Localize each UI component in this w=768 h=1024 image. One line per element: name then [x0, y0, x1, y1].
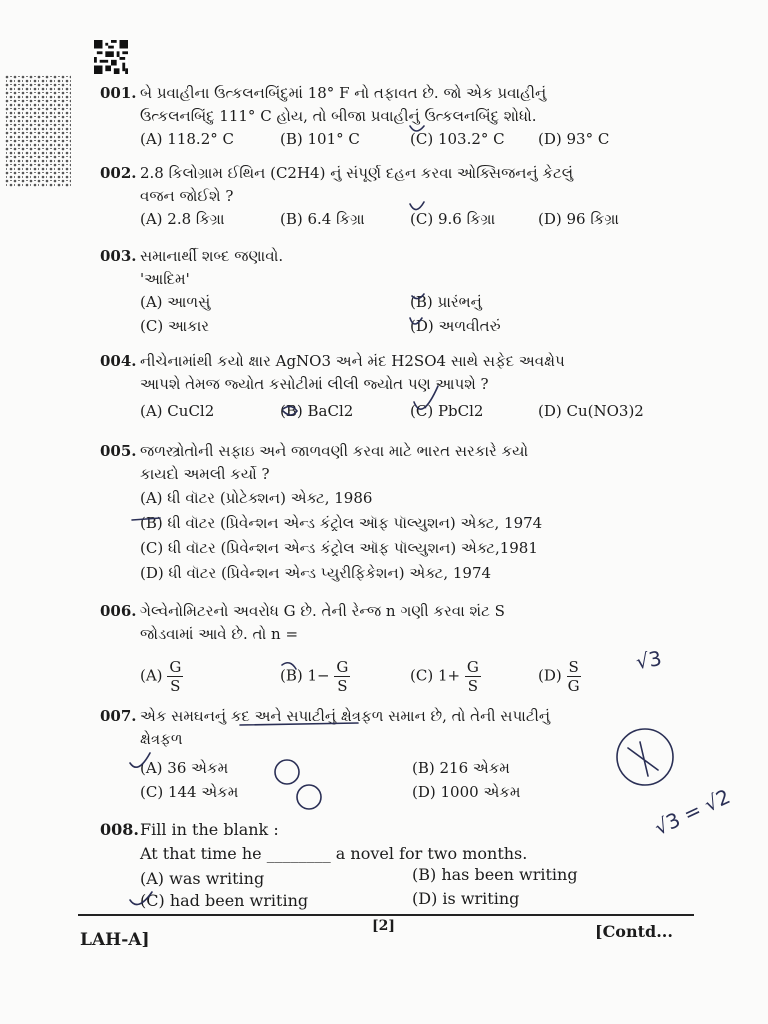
option-c[interactable]: (C) ધી વૉટર (પ્રિવેન્શન એન્ડ કંટ્રોલ ઑફ પૉલ્યુશન) એક્ટ,1981 [140, 539, 538, 557]
option-b[interactable]: (B) has been writing [412, 865, 578, 884]
option-a[interactable]: (A) 36 એકમ [140, 759, 229, 777]
option-c[interactable]: (C) had been writing [140, 891, 309, 910]
option-d[interactable]: (D) 1000 એકમ [412, 783, 521, 801]
question-text: સમાનાર્થી શબ્દ જણાવો. [140, 247, 284, 265]
option-a[interactable]: (A) was writing [140, 869, 265, 888]
qr-code [93, 40, 129, 74]
question-004 [100, 350, 660, 424]
numerator: G [169, 658, 182, 676]
option-d[interactable]: (D) 93° C [538, 130, 610, 148]
option-a[interactable]: (A) આળસું [140, 293, 211, 311]
question-text: જોડવામાં આવે છે. તો n = [140, 625, 299, 643]
question-word: 'આદિમ' [140, 270, 190, 288]
question-text: આપશે તેમજ જ્યોત કસોટીમાં લીલી જ્યોત પણ આપશે ? [140, 375, 489, 393]
option-b[interactable]: (B) 216 એકમ [412, 759, 510, 777]
option-label: (B) 1− [280, 666, 330, 685]
numerator: G [336, 658, 349, 676]
option-a[interactable]: (A) 118.2° C [140, 130, 234, 148]
question-number: 008. [100, 820, 139, 839]
question-number: 001. [100, 84, 137, 102]
question-text: નીચેનામાંથી કયો ક્ષાર AgNO3 અને મંદ H2SO4 સાથે સફેદ અવક્ષેપ [140, 352, 565, 370]
page-number: [2] [372, 918, 395, 934]
handwritten-note: √3 [634, 645, 664, 675]
option-c[interactable]: (C) આકાર [140, 317, 210, 335]
question-text: ક્ષેત્રફળ [140, 730, 183, 748]
question-005 [100, 440, 680, 586]
question-text: Fill in the blank : [140, 820, 279, 839]
numerator: S [568, 658, 579, 676]
option-c[interactable]: (C) PbCl2 [410, 402, 484, 420]
option-label: (D) [538, 666, 562, 685]
question-text: 2.8 કિલોગ્રામ ઈથિન (C2H4) નું સંપૂર્ણ દહન કરવા ઓક્સિજનનું કેટલું [140, 164, 574, 182]
option-a[interactable]: (A) 2.8 કિગ્રા [140, 210, 225, 228]
option-d[interactable]: (D) 96 કિગ્રા [538, 210, 619, 228]
question-number: 007. [100, 707, 137, 725]
option-d[interactable]: (D) અળવીતરું [410, 317, 501, 335]
option-b[interactable] [280, 658, 350, 695]
option-label: (C) 1+ [410, 666, 461, 685]
option-a[interactable]: (A) CuCl2 [140, 402, 215, 420]
option-row [100, 781, 660, 805]
option-row [100, 291, 660, 315]
footer-rule [78, 914, 694, 916]
question-number: 003. [100, 247, 137, 265]
option-b[interactable]: (B) BaCl2 [280, 402, 354, 420]
security-pattern [5, 75, 71, 187]
option-b[interactable]: (B) ધી વૉટર (પ્રિવેન્શન એન્ડ કંટ્રોલ ઑફ પૉલ્યુશન) એક્ટ, 1974 [140, 514, 543, 532]
question-text: At that time he ________ a novel for two months. [140, 844, 528, 863]
numerator: G [466, 658, 479, 676]
question-number: 006. [100, 602, 137, 620]
option-c[interactable]: (C) 103.2° C [410, 130, 505, 148]
option-a[interactable] [140, 658, 183, 695]
option-label: (A) [140, 666, 163, 685]
question-006 [100, 600, 660, 696]
option-row [100, 208, 660, 232]
option-b[interactable]: (B) પ્રારંભનું [410, 293, 482, 311]
option-row [100, 315, 660, 339]
question-007 [100, 705, 660, 805]
continued-label: [Contd... [595, 922, 673, 941]
denominator: S [467, 677, 478, 695]
option-d[interactable]: (D) is writing [412, 889, 520, 908]
option-row [100, 865, 660, 889]
question-number: 005. [100, 442, 137, 460]
question-002 [100, 162, 660, 232]
question-text: એક સમઘનનું કદ અને સપાટીનું ક્ષેત્રફળ સમાન છે, તો તેની સપાટીનું [140, 707, 551, 725]
option-b[interactable]: (B) 6.4 કિગ્રા [280, 210, 365, 228]
option-row [100, 652, 660, 696]
option-d[interactable]: (D) ધી વૉટર (પ્રિવેન્શન એન્ડ પ્યુરીફિકેશન) એક્ટ, 1974 [140, 564, 492, 582]
option-row [100, 757, 660, 781]
option-d[interactable]: (D) Cu(NO3)2 [538, 402, 644, 420]
fraction [567, 658, 581, 695]
question-003 [100, 245, 660, 339]
denominator: G [567, 677, 580, 695]
option-row [100, 889, 660, 913]
option-c[interactable] [410, 658, 481, 695]
option-c[interactable]: (C) 9.6 કિગ્રા [410, 210, 496, 228]
question-text: કાયદો અમલી કર્યો ? [140, 465, 270, 483]
fraction [465, 658, 481, 695]
fraction [334, 658, 350, 695]
denominator: S [337, 677, 348, 695]
question-text: ઉત્કલનબિંદુ 111° C હોય, તો બીજા પ્રવાહીનું ઉત્કલનબિંદુ શોધો. [140, 107, 537, 125]
question-008 [100, 818, 660, 913]
handwritten-note: √3 = √2 [650, 784, 734, 840]
option-row [100, 400, 660, 424]
question-number: 002. [100, 164, 137, 182]
question-number: 004. [100, 352, 137, 370]
option-c[interactable]: (C) 144 એકમ [140, 783, 239, 801]
option-row [100, 128, 660, 152]
option-b[interactable]: (B) 101° C [280, 130, 360, 148]
question-001 [100, 82, 660, 152]
question-text: ગેલ્વેનોમિટરનો અવરોધ G છે. તેની રેન્જ n ગણી કરવા શંટ S [140, 602, 505, 620]
fraction [167, 658, 183, 695]
denominator: S [170, 677, 181, 695]
question-text: જળસ્ત્રોતોની સફાઇ અને જાળવણી કરવા માટે ભારત સરકારે કયો [140, 442, 529, 460]
option-d[interactable] [538, 658, 581, 695]
question-text: બે પ્રવાહીના ઉત્કલનબિંદુમાં 18° F નો તફાવત છે. જો એક પ્રવાહીનું [140, 84, 547, 102]
paper-code: LAH-A] [80, 930, 150, 950]
option-a[interactable]: (A) ધી વૉટર (પ્રોટેક્શન) એક્ટ, 1986 [140, 489, 373, 507]
question-text: વજન જોઈશે ? [140, 187, 234, 205]
